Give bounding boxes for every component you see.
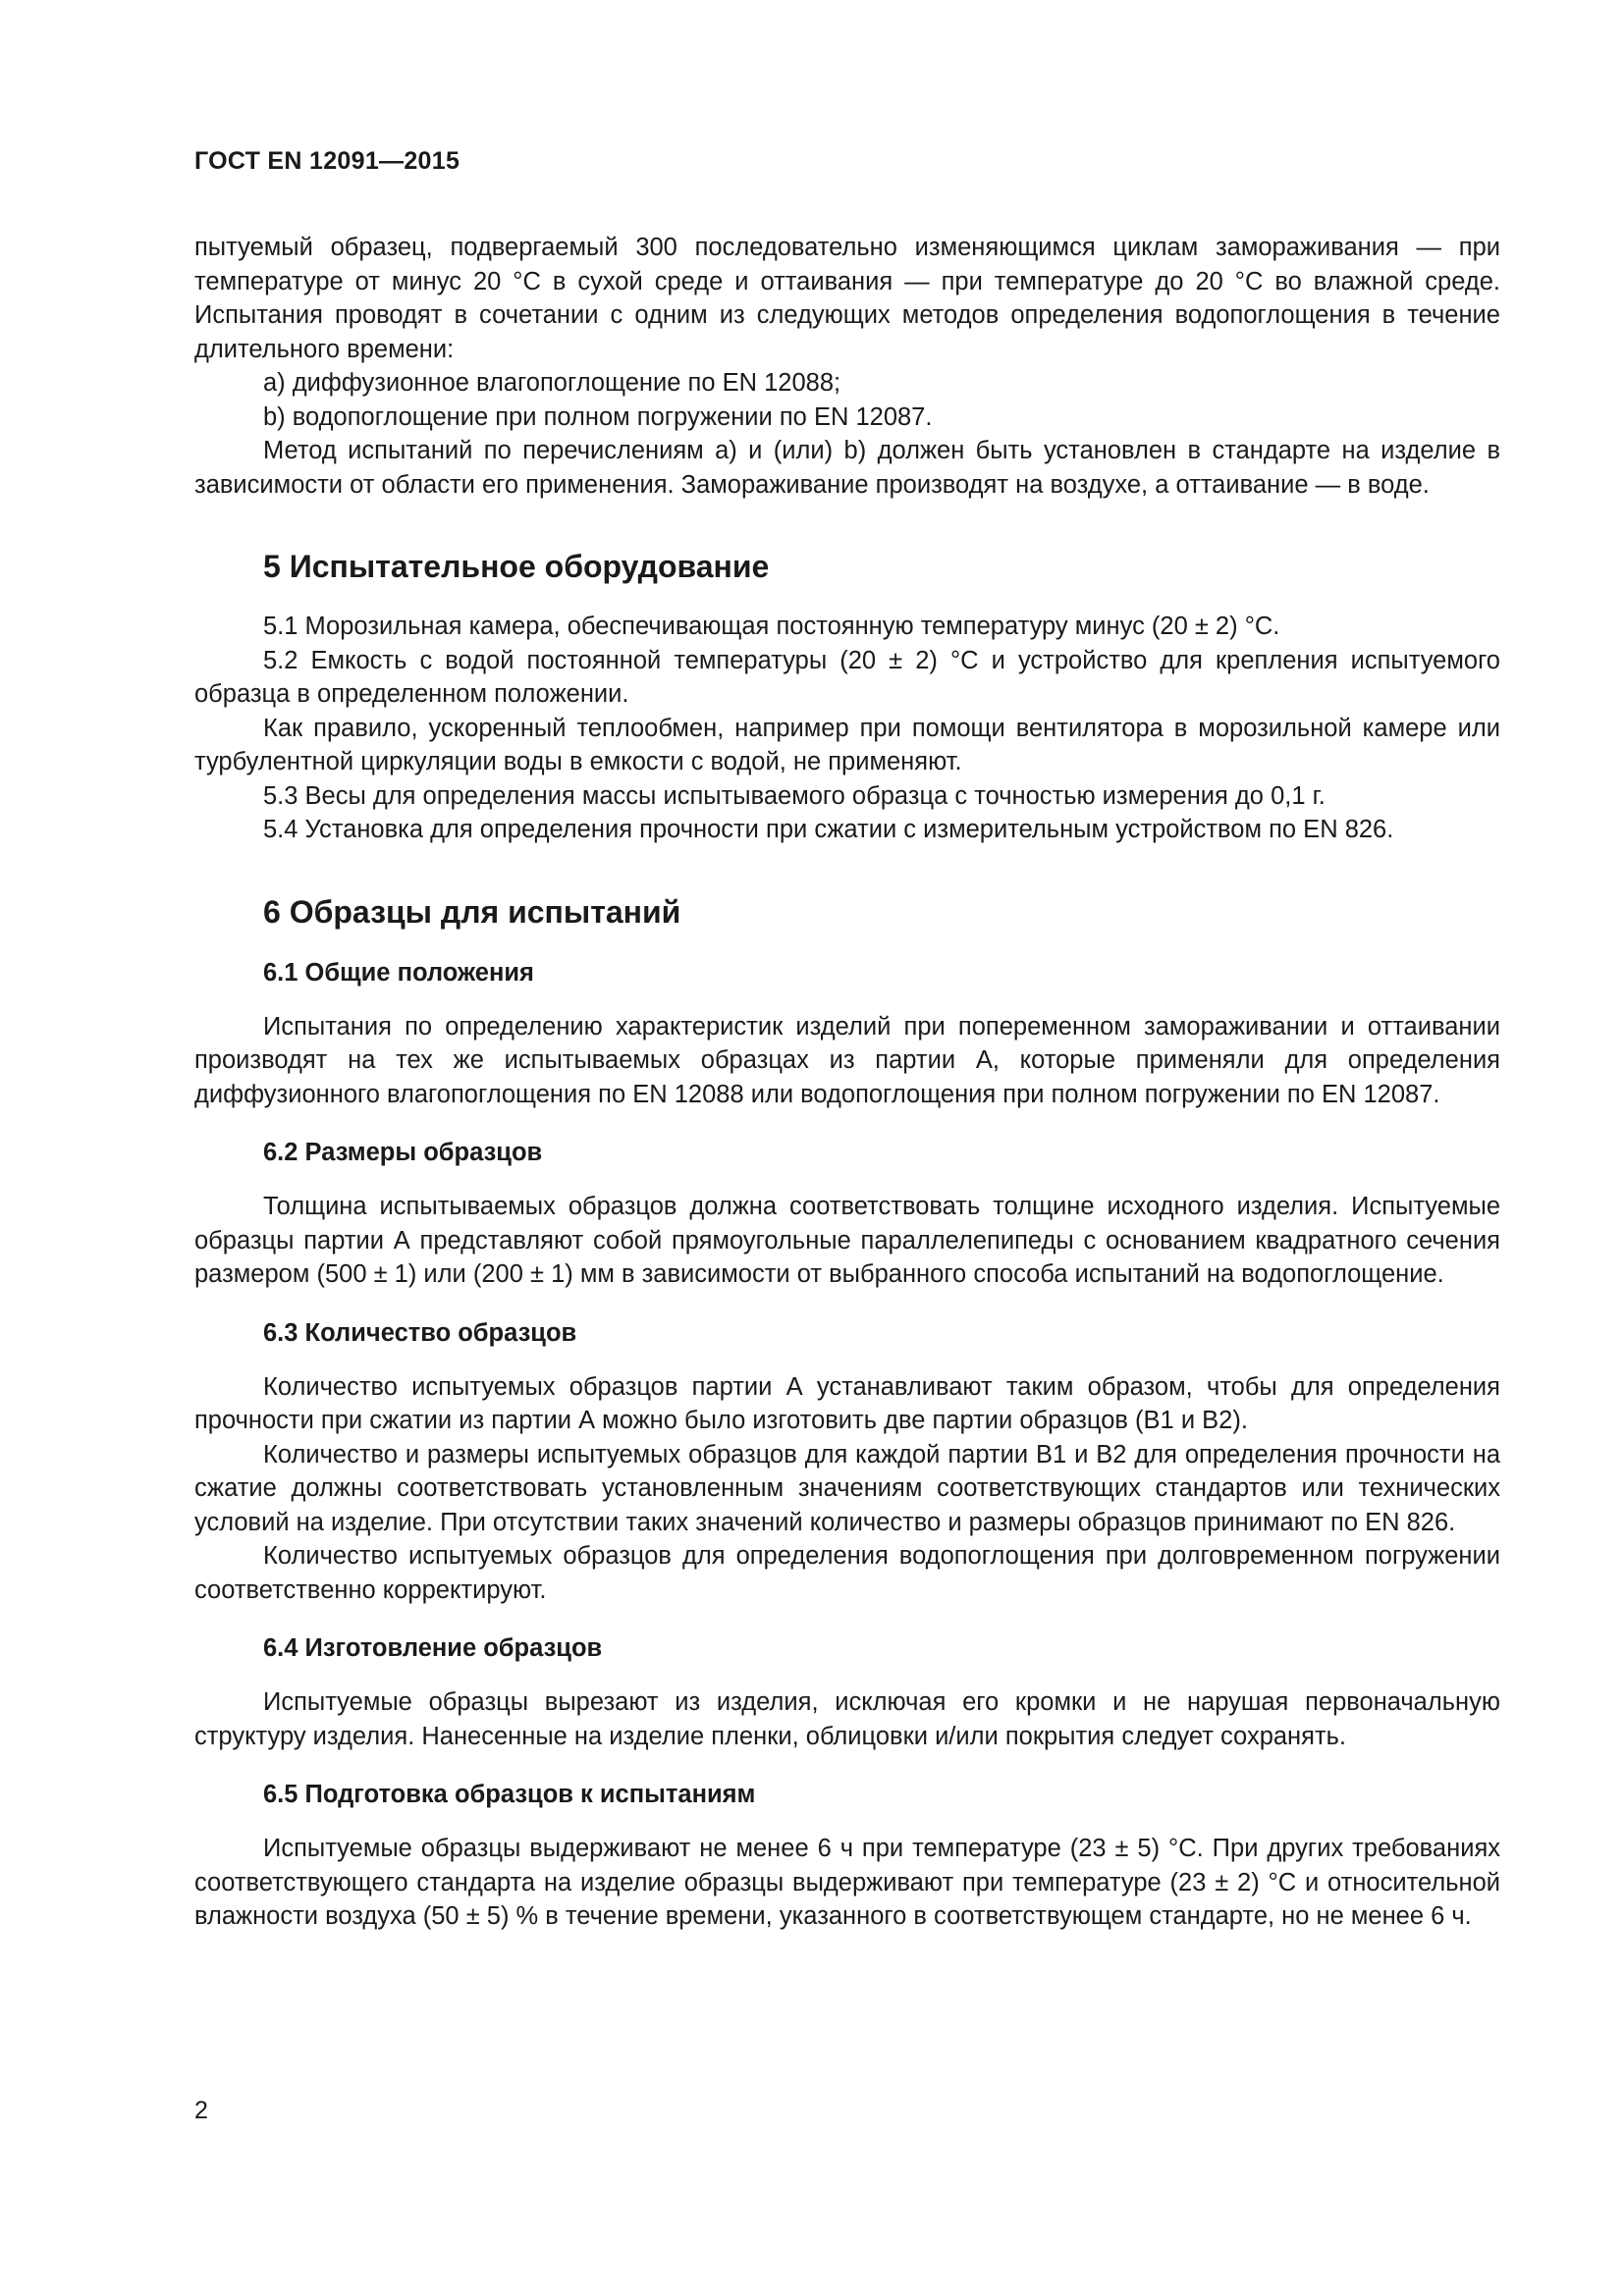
section-5-heading: 5 Испытательное оборудование (263, 549, 770, 584)
document-code-header: ГОСТ EN 12091—2015 (194, 147, 460, 175)
clause-5-3: 5.3 Весы для определения массы испытываемого образца с точностью измерения до 0,1 г. (263, 781, 1326, 810)
clause-5-4: 5.4 Установка для определения прочности при сжатии с измерительным устройством по EN 826. (263, 816, 1394, 843)
clause-5-2: 5.2 Емкость с водой постоянной температуры (20 ± 2) °С и устройство для крепления испытуемого образца в определенном положении. (194, 646, 1500, 708)
document-page (194, 147, 1500, 1934)
subsection-6-3-text-1: Количество испытуемых образцов партии А устанавливают таким образом, чтобы для определения прочности при сжатии из партии А можно было изготовить две партии образцов (В1 и В2). (194, 1372, 1500, 1434)
list-item-a: a) диффузионное влагопоглощение по EN 12088; (263, 369, 841, 397)
intro-paragraph: пытуемый образец, подвергаемый 300 последовательно изменяющимся циклам замораживания — при температуре от минус 20 °С в сухой среде и оттаивания — при температуре до 20 °С во влажной среде. Испытания проводят в сочетании с одним из следующих методов определения водопоглощения в течение длительного времени: (194, 234, 1500, 363)
subsection-6-1-text: Испытания по определению характеристик изделий при попеременном замораживании и оттаивании производят на тех же испытываемых образцах из партии А, которые применяли для определения диффузионного влагопоглощения по EN 12088 или водопоглощения при полном погружении по EN 12087. (194, 1012, 1500, 1108)
subsection-6-2-text: Толщина испытываемых образцов должна соответствовать толщине исходного изделия. Испытуемые образцы партии А представляют собой прямоугольные параллелепипеды с основанием квадратного сечения размером (500 ± 1) или (200 ± 1) мм в зависимости от выбранного способа испытаний на водопоглощение. (194, 1193, 1500, 1288)
subsection-6-3-text-3: Количество испытуемых образцов для определения водопоглощения при долговременном погружении соответственно корректируют. (194, 1542, 1500, 1604)
page-number: 2 (194, 2097, 208, 2124)
section-6-heading: 6 Образцы для испытаний (263, 893, 681, 930)
clause-5-1: 5.1 Морозильная камера, обеспечивающая постоянную температуру минус (20 ± 2) °С. (263, 613, 1280, 640)
subsection-6-1-heading: 6.1 Общие положения (263, 958, 534, 987)
subsection-6-3-heading: 6.3 Количество образцов (263, 1318, 577, 1347)
subsection-6-2-heading: 6.2 Размеры образцов (263, 1139, 543, 1166)
list-item-b: b) водопоглощение при полном погружении по EN 12087. (263, 402, 933, 431)
subsection-6-5-text: Испытуемые образцы выдерживают не менее 6 ч при температуре (23 ± 5) °С. При других требованиях соответствующего стандарта на изделие образцы выдерживают при температуре (23 ± 2) °С и относительной влажности воздуха (50 ± 5) % в течение времени, указанного в соответствующем стандарте, но не менее 6 ч. (194, 1835, 1500, 1930)
subsection-6-4-text: Испытуемые образцы вырезают из изделия, исключая его кромки и не нарушая первоначальную структуру изделия. Нанесенные на изделие пленки, облицовки и/или покрытия следует сохранять. (194, 1688, 1500, 1750)
subsection-6-4-heading: 6.4 Изготовление образцов (263, 1634, 603, 1662)
clause-5-2-note: Как правило, ускоренный теплообмен, например при помощи вентилятора в морозильной камере или турбулентной циркуляции воды в емкости с водой, не применяют. (194, 714, 1500, 775)
subsection-6-5-heading: 6.5 Подготовка образцов к испытаниям (263, 1781, 756, 1808)
intro-paragraph-2: Метод испытаний по перечислениям а) и (или) b) должен быть установлен в стандарте на изделие в зависимости от области его применения. Замораживание производят на воздухе, а оттаивание — в воде. (194, 437, 1500, 499)
subsection-6-3-text-2: Количество и размеры испытуемых образцов для каждой партии В1 и В2 для определения прочности на сжатие должны соответствовать установленным значениям соответствующих стандартов или технических условий на изделие. При отсутствии таких значений количество и размеры образцов принимают по EN 826. (194, 1440, 1500, 1536)
